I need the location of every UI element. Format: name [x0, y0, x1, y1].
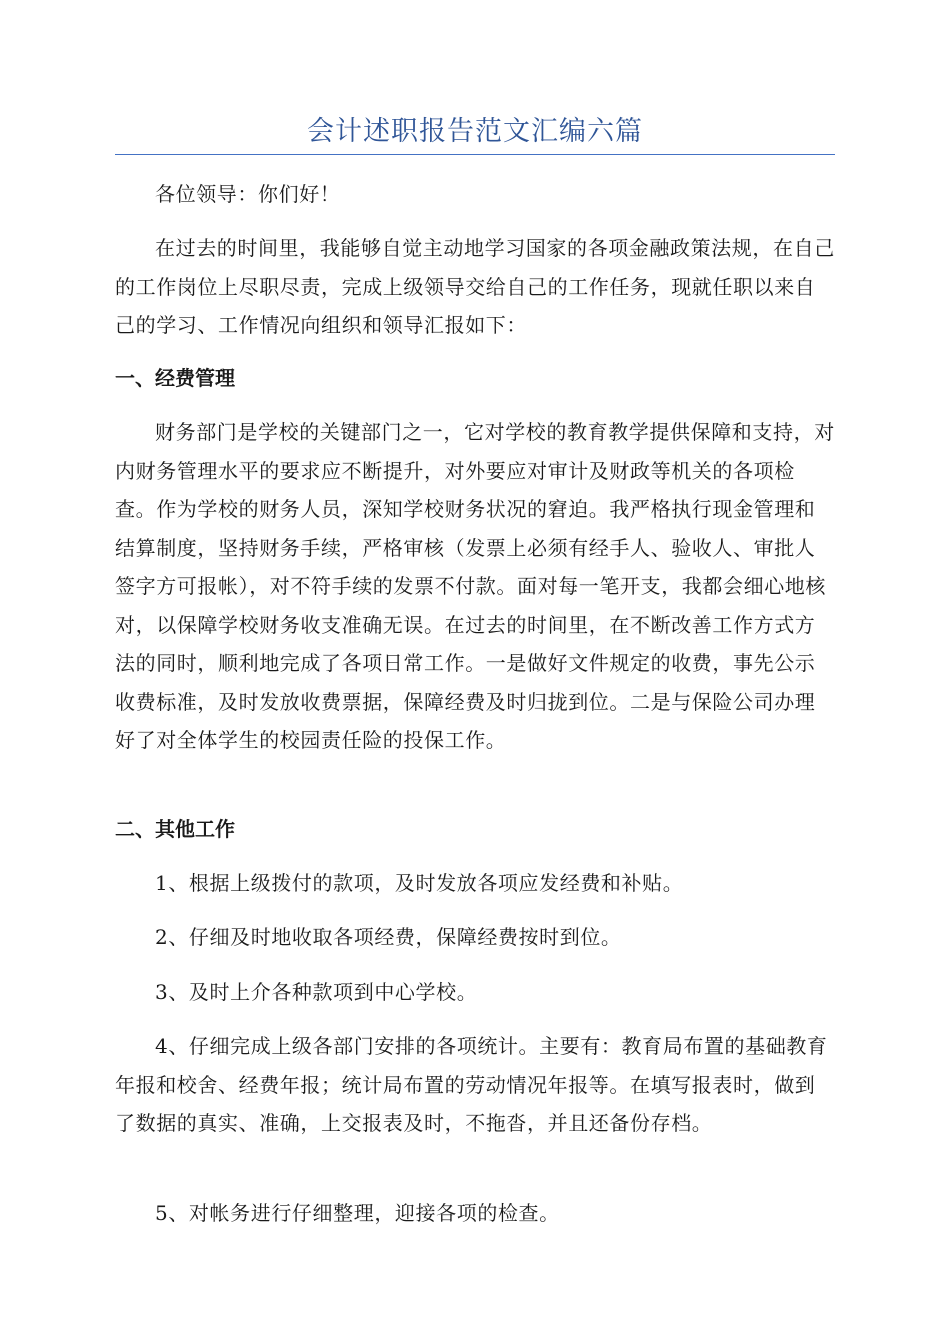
title-underline	[115, 154, 835, 155]
list-item: 5、对帐务进行仔细整理，迎接各项的检查。	[155, 1201, 560, 1225]
greeting-paragraph: 各位领导：你们好！	[155, 182, 341, 206]
section-body-funds: 财务部门是学校的关键部门之一，它对学校的教育教学提供保障和支持，对内财务管理水平的要求应不断提升，对外要应对审计及财政等机关的各项检查。作为学校的财务人员，深知学校财务状况的窘迫。我严格执行现金管理和结算制度，坚持财务手续，严格审核（发票上必须有经手人、验收人、审批人签字方可报帐），对不符手续的发票不付款。面对每一笔开支，我都会细心地核对，以保障学校财务收支准确无误。在过去的时间里，在不断改善工作方式方法的同时，顺利地完成了各项日常工作。一是做好文件规定的收费，事先公示收费标准，及时发放收费票据，保障经费及时归拢到位。二是与保险公司办理好了对全体学生的校园责任险的投保工作。	[115, 420, 835, 752]
list-item: 2、仔细及时地收取各项经费，保障经费按时到位。	[155, 925, 622, 949]
section-heading-other: 二、其他工作	[115, 817, 235, 841]
list-item: 1、根据上级拨付的款项，及时发放各项应发经费和补贴。	[155, 871, 684, 895]
list-item: 3、及时上介各种款项到中心学校。	[155, 980, 478, 1004]
section-heading-funds: 一、经费管理	[115, 366, 235, 390]
intro-paragraph: 在过去的时间里，我能够自觉主动地学习国家的各项金融政策法规，在自己的工作岗位上尽职尽责，完成上级领导交给自己的工作任务，现就任职以来自己的学习、工作情况向组织和领导汇报如下：	[115, 236, 835, 337]
list-item: 4、仔细完成上级各部门安排的各项统计。主要有：教育局布置的基础教育年报和校舍、经费年报；统计局布置的劳动情况年报等。在填写报表时，做到了数据的真实、准确，上交报表及时，不拖沓，并且还备份存档。	[115, 1034, 828, 1135]
document-title: 会计述职报告范文汇编六篇	[307, 116, 643, 147]
